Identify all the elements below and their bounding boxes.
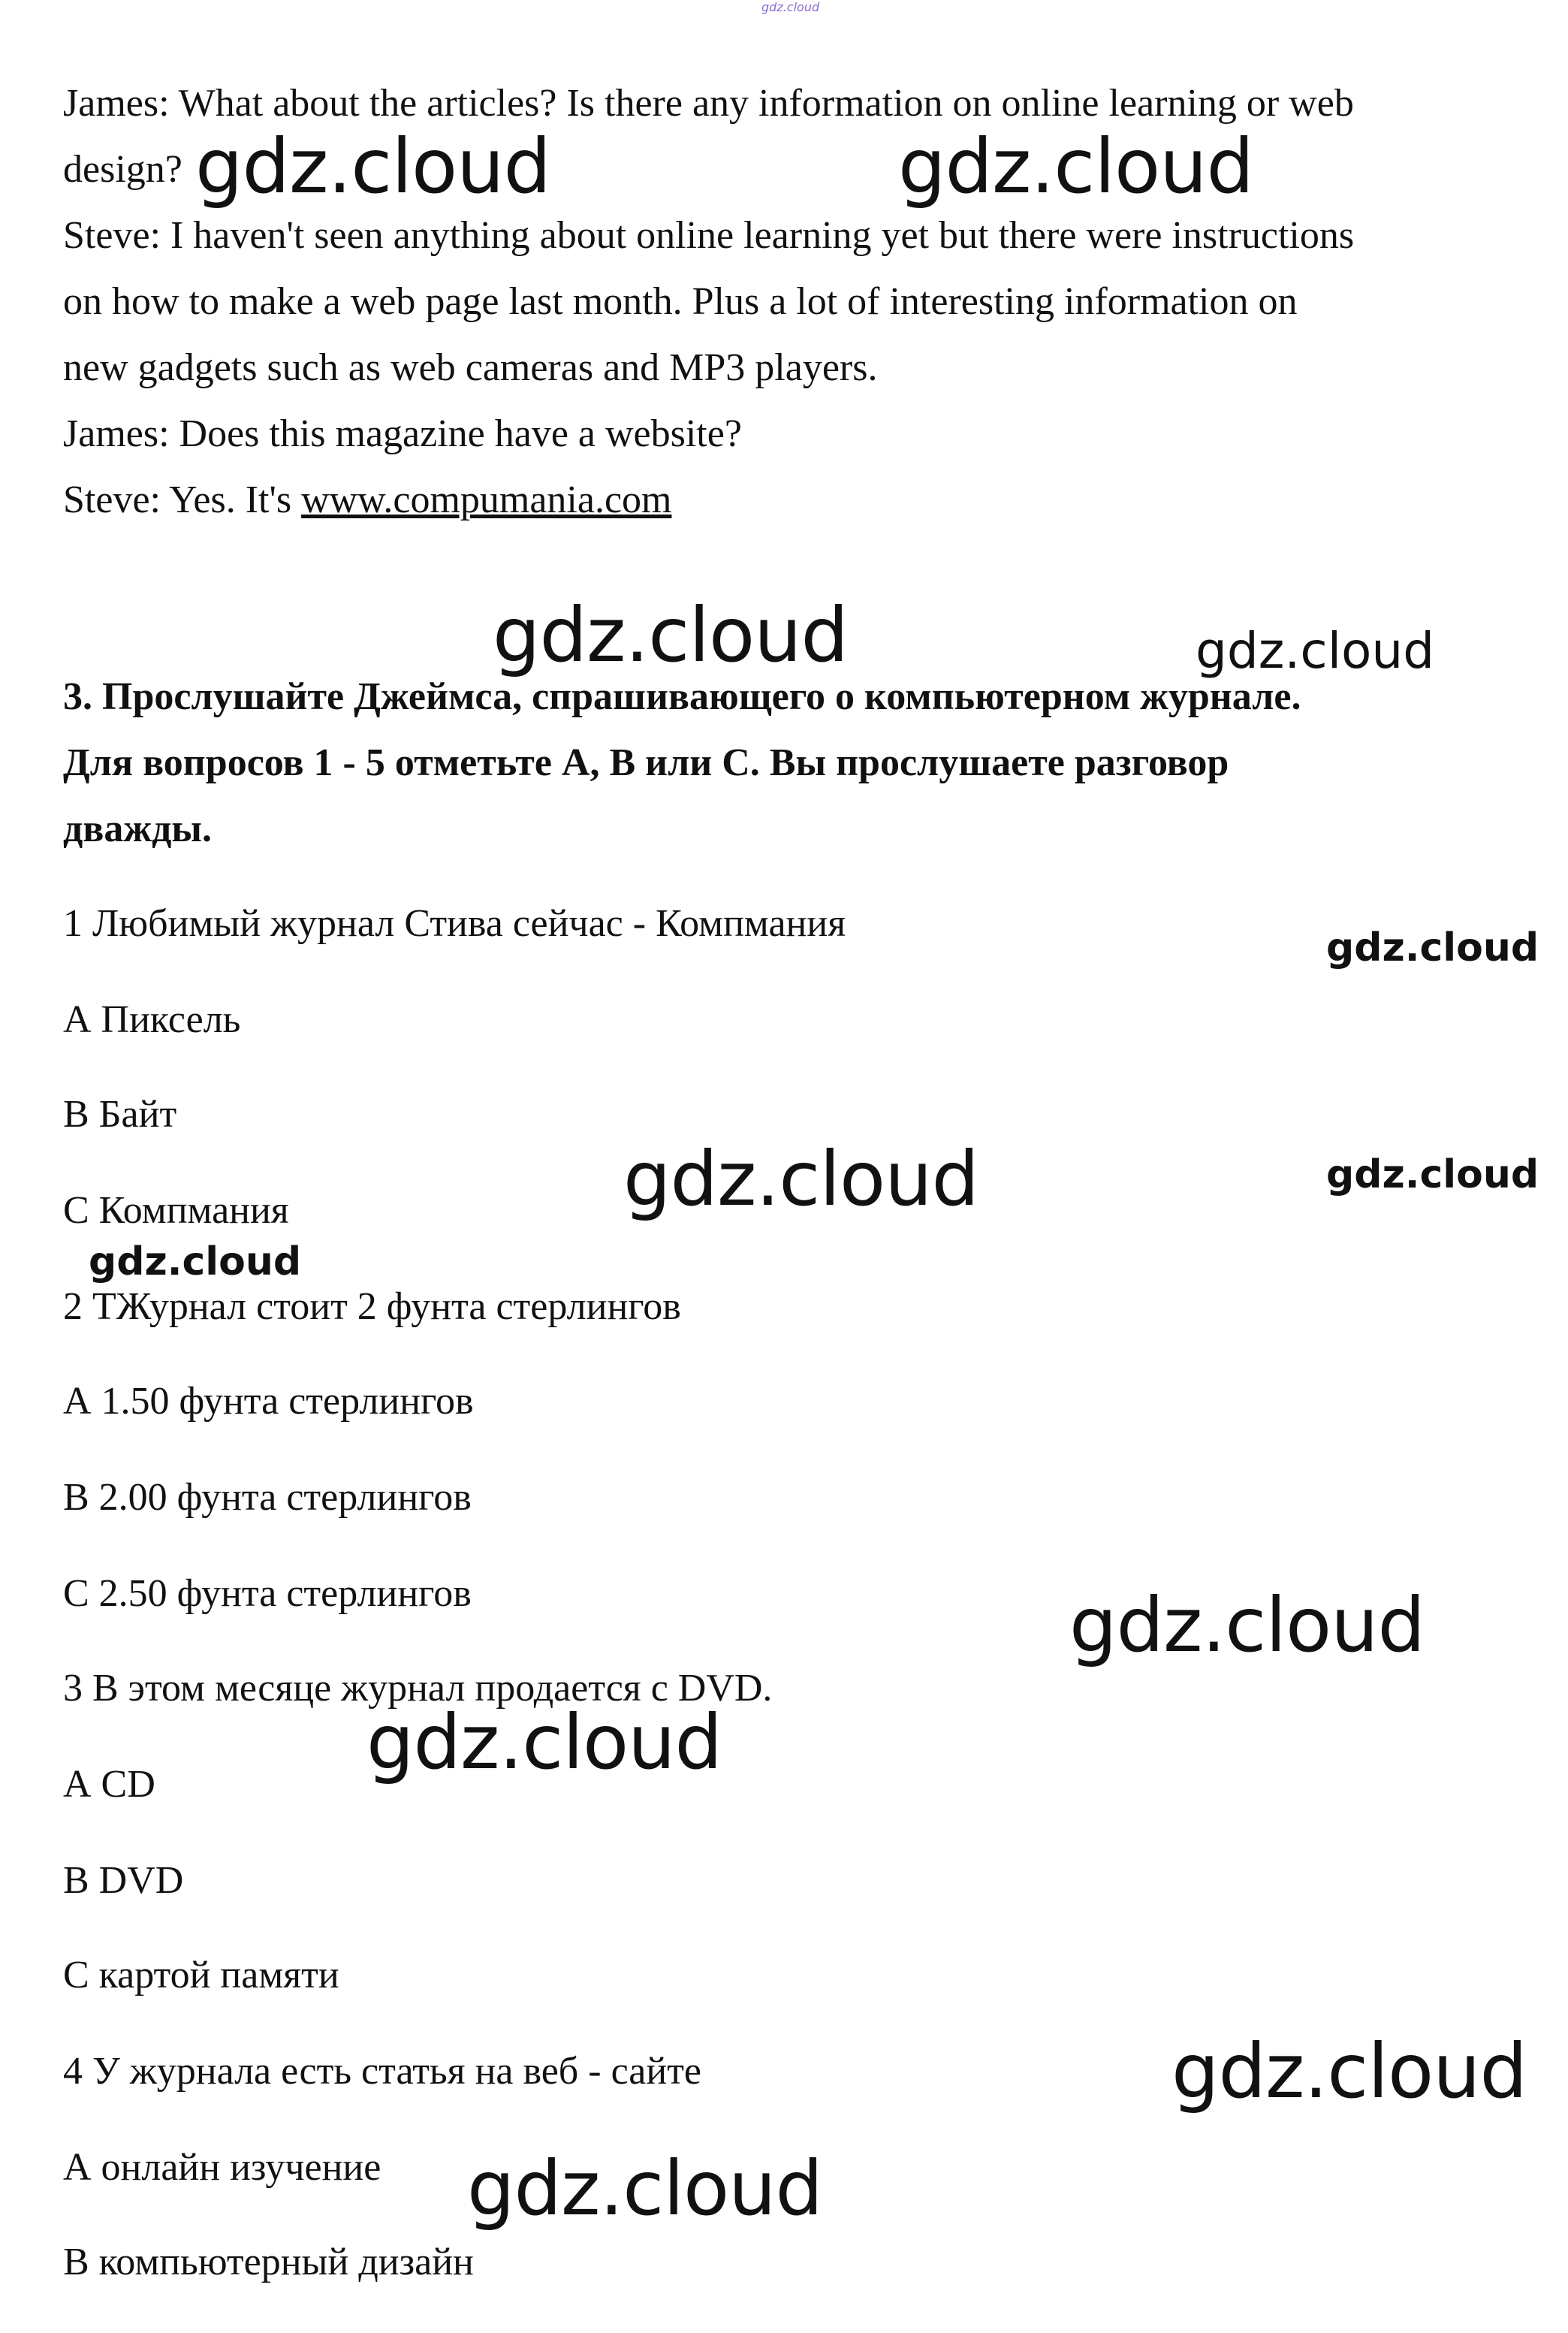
question-text: 2 ТЖурнал стоит 2 фунта стерлингов — [63, 1285, 681, 1328]
dialog-line: new gadgets such as web cameras and MP3 players. — [63, 346, 878, 389]
answer-option: А CD — [63, 1763, 155, 1806]
watermark: gdz.cloud — [195, 122, 551, 210]
answer-option: В 2.00 фунта стерлингов — [63, 1476, 472, 1519]
question-text: 3 В этом месяце журнал продается с DVD. — [63, 1667, 773, 1710]
answer-option: В компьютерный дизайн — [63, 2241, 474, 2283]
watermark: gdz.cloud — [623, 1135, 979, 1223]
watermark: gdz.cloud — [467, 2144, 823, 2232]
watermark: gdz.cloud — [1326, 925, 1539, 970]
question-text: 1 Любимый журнал Стива сейчас - Компмания — [63, 902, 846, 945]
dialog-line: James: What about the articles? Is there any information on online learning or web — [63, 82, 1354, 125]
answer-option: С Компмания — [63, 1189, 289, 1232]
answer-option: В Байт — [63, 1093, 177, 1136]
dialog-line — [63, 467, 671, 533]
answer-option: В DVD — [63, 1859, 184, 1902]
watermark: gdz.cloud — [1069, 1581, 1425, 1669]
dialog-text: Steve: Yes. It's — [63, 478, 302, 521]
answer-option: А онлайн изучение — [63, 2146, 381, 2189]
task-heading: 3. Прослушайте Джеймса, спрашивающего о компьютерном журнале. — [63, 675, 1301, 718]
task-heading: Для вопросов 1 - 5 отметьте А, В или С. Вы прослушаете разговор — [63, 741, 1229, 784]
watermark: gdz.cloud — [493, 591, 849, 679]
dialog-line: Steve: I haven't seen anything about online learning yet but there were instructions — [63, 214, 1355, 257]
watermark: gdz.cloud — [1326, 1152, 1539, 1197]
question-text: 4 У журнала есть статья на веб - сайте — [63, 2050, 702, 2093]
answer-option: А 1.50 фунта стерлингов — [63, 1380, 474, 1423]
watermark: gdz.cloud — [366, 1698, 722, 1786]
answer-option: С 2.50 фунта стерлингов — [63, 1572, 472, 1615]
answer-option: А Пиксель — [63, 998, 241, 1041]
task-heading: дважды. — [63, 807, 212, 850]
dialog-line: James: Does this magazine have a website? — [63, 412, 742, 455]
website-link[interactable]: www.compumania.com — [301, 478, 672, 521]
watermark-top: gdz.cloud — [761, 0, 820, 14]
answer-option: С картой памяти — [63, 1954, 339, 1996]
dialog-line: on how to make a web page last month. Plus a lot of interesting information on — [63, 280, 1298, 323]
watermark: gdz.cloud — [1196, 622, 1435, 680]
dialog-line: design? — [63, 148, 182, 191]
watermark: gdz.cloud — [898, 122, 1254, 210]
watermark: gdz.cloud — [89, 1239, 302, 1284]
watermark: gdz.cloud — [1171, 2027, 1527, 2115]
